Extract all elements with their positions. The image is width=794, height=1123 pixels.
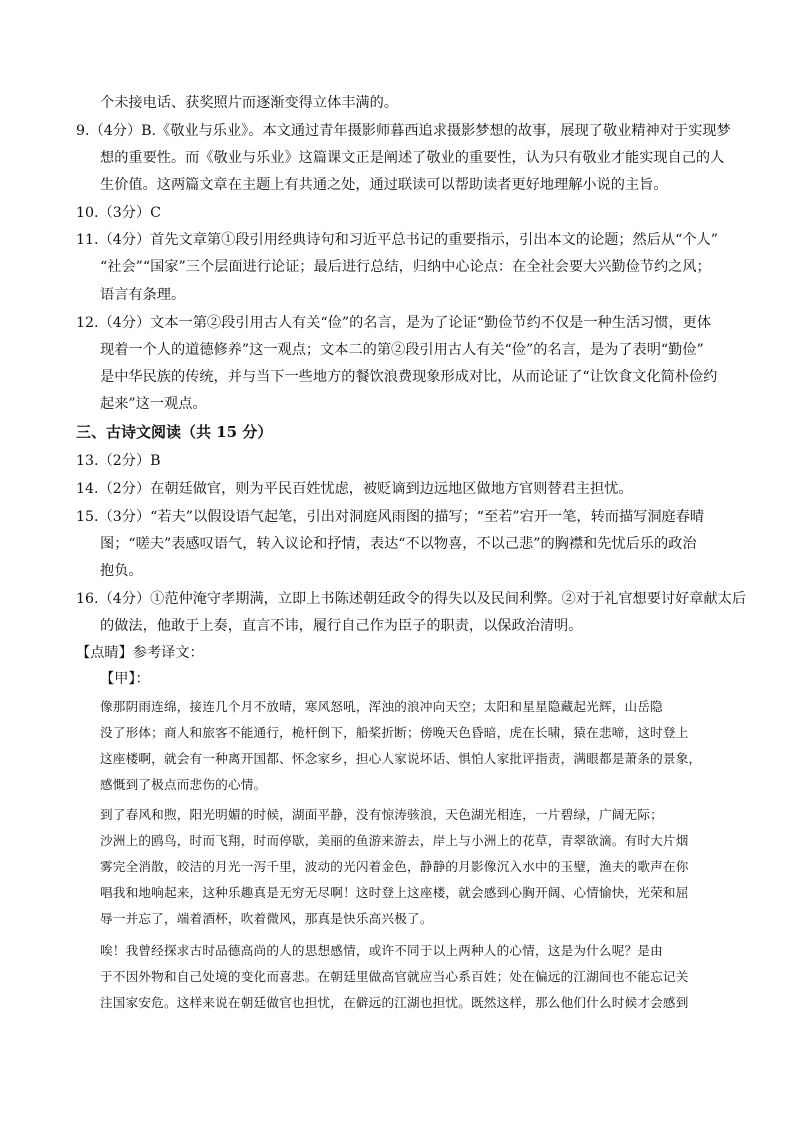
q9-answer-line-3: 生价值。这两篇文章在主题上有共通之处，通过联读可以帮助读者更好地理解小说的主旨。	[100, 177, 668, 193]
translation-p1-line-1: 像那阴雨连绵，接连几个月不放晴，寒风怒吼，浑浊的浪冲向天空；太阳和星星隐藏起光辉，山岳隐	[100, 699, 663, 714]
q15-answer-line-2: 图；“嗟夫”表感叹语气，转入议论和抒情，表达“不以物喜，不以己悲”的胸襟和先忧后乐的政治	[100, 536, 697, 552]
q12-answer-line-1: 12.（4分）文本一第②段引用古人有关“俭”的名言，是为了论证“勤俭节约不仅是一种生活习惯，更体	[76, 315, 712, 331]
q15-answer-line-3: 抱负。	[100, 563, 143, 579]
translation-p1-line-2: 没了形体；商人和旅客不能通行，桅杆倒下，船桨折断；傍晚天色昏暗，虎在长啸，猿在悲啼，这时登上	[100, 725, 689, 740]
translation-p2-line-5: 辱一并忘了，端着酒杯，吹着微风，那真是快乐高兴极了。	[100, 911, 433, 926]
translation-p2-line-4: 唱我和地响起来，这种乐趣真是无穷无尽啊！这时登上这座楼，就会感到心胸开阔、心情愉快，光荣和屈	[100, 885, 689, 900]
q15-answer-line-1: 15.（3分）“若夫”以假设语气起笔，引出对洞庭风雨图的描写；“至若”宕开一笔，转而描写洞庭春晴	[76, 509, 705, 525]
q12-answer-line-3: 是中华民族的传统，并与当下一些地方的餐饮浪费现象形成对比，从而论证了“让饮食文化简朴俭约	[100, 369, 718, 385]
translation-p1-line-3: 这座楼啊，就会有一种离开国都、怀念家乡，担心人家说坏话、惧怕人家批评指责，满眼都是萧条的景象，	[100, 751, 702, 766]
q8-answer-tail: 个未接电话、获奖照片而逐渐变得立体丰满的。	[100, 95, 398, 111]
q11-answer-line-2: “社会”“国家”三个层面进行论证；最后进行总结，归纳中心论点：在全社会要大兴勤俭节约之风；	[100, 259, 711, 275]
translation-p2-line-2: 沙洲上的鸥鸟，时而飞翔，时而停歇，美丽的鱼游来游去，岸上与小洲上的花草，青翠欲滴。有时大片烟	[100, 833, 689, 848]
translation-p3-line-3: 注国家安危。这样来说在朝廷做官也担忧，在僻远的江湖也担忧。既然这样，那么他们什么时候才会感到	[100, 995, 689, 1010]
translation-p1-line-4: 感慨到了极点而悲伤的心情。	[100, 777, 267, 792]
q10-answer: 10.（3分）C	[76, 205, 162, 221]
q13-answer: 13.（2分）B	[76, 453, 161, 469]
q12-answer-line-2: 现着一个人的道德修养”这一观点；文本二的第②段引用古人有关“俭”的名言，是为了表明“勤俭”	[100, 342, 704, 358]
q16-answer-line-2: 的做法，他敢于上奏，直言不讳，履行自己作为臣子的职责，以保政治清明。	[100, 618, 583, 634]
q16-answer-line-1: 16.（4分）①范仲淹守孝期满，立即上书陈述朝廷政令的得失以及民间利弊。②对于礼官想要讨好章献太后	[76, 591, 747, 607]
q11-answer-line-3: 语言有条理。	[100, 287, 186, 303]
q11-answer-line-1: 11.（4分）首先文章第①段引用经典诗句和习近平总书记的重要指示，引出本文的论题；然后从“个人”	[76, 232, 718, 248]
q9-answer-line-1: 9.（4分）B.《敬业与乐业》。本文通过青年摄影师暮西追求摄影梦想的故事，展现了敬业精神对于实现梦	[76, 123, 731, 139]
translation-p2-line-3: 雾完全消散，皎洁的月光一泻千里，波动的光闪着金色，静静的月影像沉入水中的玉璧，渔夫的歌声在你	[100, 859, 689, 874]
q12-answer-line-4: 起来”这一观点。	[100, 396, 207, 412]
text-jia-label: 【甲】：	[100, 671, 150, 687]
translation-p3-line-1: 唉！我曾经探求古时品德高尚的人的思想感情，或许不同于以上两种人的心情，这是为什么呢？是由	[100, 943, 663, 958]
translation-p2-line-1: 到了春风和煦，阳光明媚的时候，湖面平静，没有惊涛骇浪，天色湖光相连，一片碧绿，广阔无际；	[100, 807, 663, 822]
section-heading-classical-reading: 三、古诗文阅读（共 15 分）	[76, 423, 273, 441]
commentary-heading: 【点睛】参考译文：	[76, 645, 204, 661]
q9-answer-line-2: 想的重要性。而《敬业与乐业》这篇课文正是阐述了敬业的重要性，认为只有敬业才能实现自己的人	[100, 150, 725, 166]
q14-answer: 14.（2分）在朝廷做官，则为平民百姓忧虑，被贬谪到边远地区做地方官则替君主担忧。	[76, 481, 633, 497]
translation-p3-line-2: 于不因外物和自己处境的变化而喜悲。在朝廷里做高官就应当心系百姓；处在偏远的江湖间也不能忘记关	[100, 969, 689, 984]
